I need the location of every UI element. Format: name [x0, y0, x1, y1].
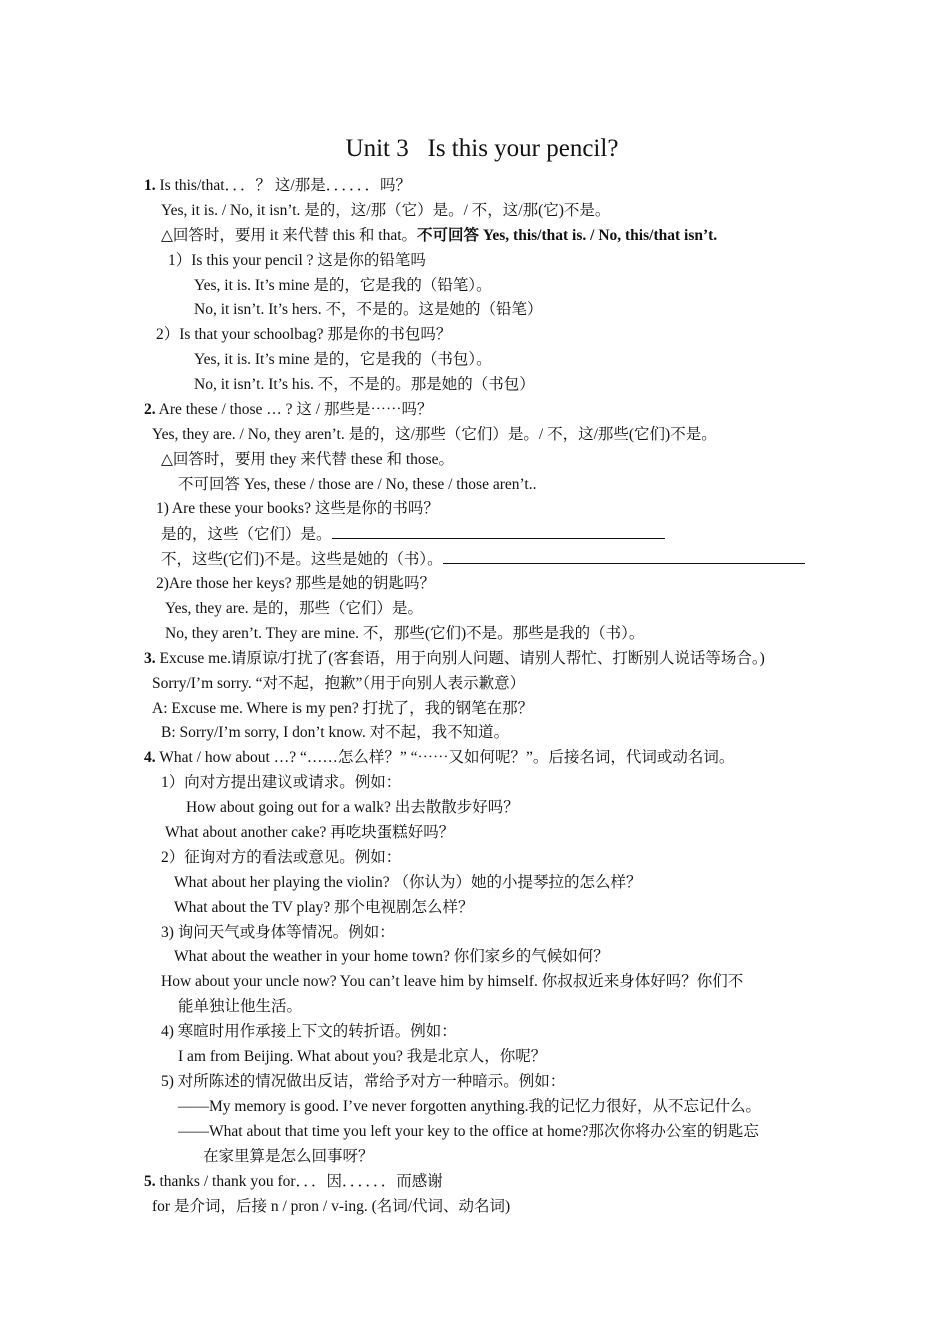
section-heading-text: What / how about …? “……怎么样？” “⋯⋯又如何呢？”。后接名词，代词或动名词。 — [155, 749, 735, 766]
section-1-example-1-question: 1）Is this your pencil ? 这是你的铅笔吗 — [168, 252, 426, 269]
section-heading-text: Excuse me.请原谅/打扰了(客套语，用于向别人问题、请别人帮忙、打断别人说话等场合。) — [155, 650, 765, 667]
section-2-answer: Yes, they are. / No, they aren’t. 是的，这/那些（它们）是。/ 不，这/那些(它们)不是。 — [152, 426, 717, 443]
section-3-heading — [144, 648, 765, 670]
example-text: 不，这些(它们)不是。这些是她的（书）。 — [161, 551, 443, 568]
section-1-heading — [144, 175, 411, 197]
note-text: △回答时，要用 it 来代替 this 和 that。 — [161, 227, 418, 244]
section-4-point-1: 1）向对方提出建议或请求。例如： — [161, 774, 402, 791]
section-4-point-3-example-a: What about the weather in your home town? 你们家乡的气候如何？ — [174, 948, 609, 965]
section-3-sorry: Sorry/I’m sorry. “对不起，抱歉”（用于向别人表示歉意） — [152, 675, 526, 692]
section-4-point-3-example-b-cont: 能单独让他生活。 — [178, 998, 303, 1015]
section-4-point-2-example-b: What about the TV play? 那个电视剧怎么样？ — [174, 899, 474, 916]
section-1-example-2-no: No, it isn’t. It’s his. 不，不是的。那是她的（书包） — [194, 376, 535, 393]
section-1-example-1-yes: Yes, it is. It’s mine 是的，它是我的（铅笔）。 — [194, 277, 492, 294]
section-number: 2. — [144, 401, 156, 418]
answer-blank[interactable] — [332, 523, 665, 539]
section-4-point-1-example-b: What about another cake? 再吃块蛋糕好吗？ — [165, 824, 455, 841]
example-text: 是的，这些（它们）是。 — [161, 526, 332, 543]
section-5-note: for 是介词，后接 n / pron / v-ing. (名词/代词、动名词) — [152, 1198, 511, 1215]
note-bold-text: 不可回答 Yes, this/that is. / No, this/that isn’t. — [417, 227, 718, 244]
section-4-heading — [144, 747, 734, 769]
section-3-dialog-a: A: Excuse me. Where is my pen? 打扰了，我的钢笔在那？ — [152, 700, 534, 717]
section-number: 4. — [144, 749, 156, 766]
section-4-point-5-example-a: ——My memory is good. I’ve never forgotten anything.我的记忆力很好，从不忘记什么。 — [178, 1098, 762, 1115]
answer-blank[interactable] — [443, 548, 805, 564]
section-4-point-2-example-a: What about her playing the violin? （你认为）她的小提琴拉的怎么样？ — [174, 874, 642, 891]
section-number: 5. — [144, 1173, 156, 1190]
section-2-example-2-no: No, they aren’t. They are mine. 不，那些(它们)不是。那些是我的（书）。 — [165, 625, 645, 642]
section-4-point-5-example-b: ——What about that time you left your key to the office at home?那次你将办公室的钥匙忘 — [178, 1123, 759, 1140]
section-5-heading — [144, 1171, 443, 1193]
page-title: Unit 3 Is this your pencil? — [345, 135, 619, 162]
section-2-example-1-yes — [161, 523, 665, 546]
section-number: 1. — [144, 177, 156, 194]
section-2-example-2-yes: Yes, they are. 是的，那些（它们）是。 — [165, 600, 424, 617]
section-2-heading — [144, 399, 432, 421]
section-2-example-2-question: 2)Are those her keys? 那些是她的钥匙吗？ — [156, 575, 435, 592]
section-1-example-2-yes: Yes, it is. It’s mine 是的，它是我的（书包）。 — [194, 351, 492, 368]
section-4-point-4-example-a: I am from Beijing. What about you? 我是北京人，你呢？ — [178, 1048, 547, 1065]
section-heading-text: thanks / thank you for．．．因．．．．．．而感谢 — [155, 1173, 443, 1190]
section-heading-text: Are these / those … ? 这 / 那些是⋯⋯吗？ — [155, 401, 433, 418]
section-2-note: △回答时，要用 they 来代替 these 和 those。 — [161, 451, 455, 468]
section-heading-text: Is this/that．．．？ 这/那是．．．．．．吗？ — [155, 177, 411, 194]
section-3-dialog-b: B: Sorry/I’m sorry, I don’t know. 对不起，我不知道。 — [161, 724, 510, 741]
section-2-example-1-question: 1) Are these your books? 这些是你的书吗？ — [156, 500, 439, 517]
section-number: 3. — [144, 650, 156, 667]
section-4-point-2: 2）征询对方的看法或意见。例如： — [161, 849, 402, 866]
section-4-point-5-example-b-cont: 在家里算是怎么回事呀？ — [203, 1148, 374, 1165]
section-1-answer: Yes, it is. / No, it isn’t. 是的，这/那（它）是。/ 不，这/那(它)不是。 — [161, 202, 611, 219]
section-2-example-1-no — [161, 548, 805, 571]
section-4-point-4: 4) 寒暄时用作承接上下文的转折语。例如： — [161, 1023, 457, 1040]
section-4-point-3-example-b: How about your uncle now? You can’t leave him by himself. 你叔叔近来身体好吗？你们不 — [161, 973, 744, 990]
section-1-example-2-question: 2）Is that your schoolbag? 那是你的书包吗？ — [156, 326, 452, 343]
section-4-point-5: 5) 对所陈述的情况做出反诘，常给予对方一种暗示。例如： — [161, 1073, 566, 1090]
section-1-example-1-no: No, it isn’t. It’s hers. 不，不是的。这是她的（铅笔） — [194, 301, 543, 318]
section-4-point-1-example-a: How about going out for a walk? 出去散散步好吗？ — [186, 799, 519, 816]
section-2-note-2: 不可回答 Yes, these / those are / No, these / those aren’t.. — [178, 476, 537, 493]
section-1-note — [161, 225, 717, 247]
section-4-point-3: 3) 询问天气或身体等情况。例如： — [161, 924, 395, 941]
